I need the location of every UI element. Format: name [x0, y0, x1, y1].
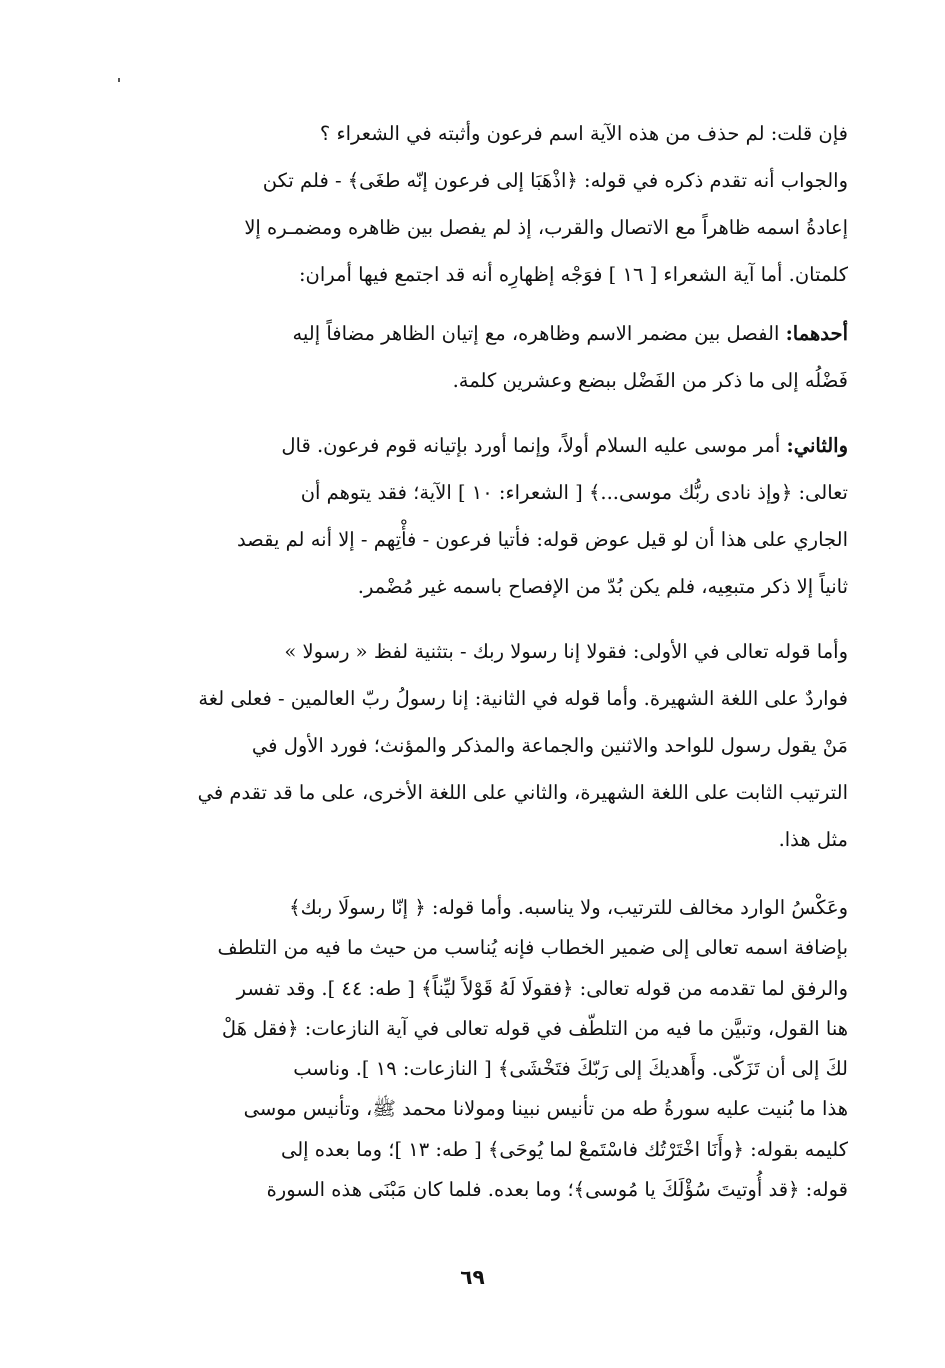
paragraph-lead: والثاني: [786, 434, 848, 457]
paragraph-lead: أحدهما: [785, 322, 848, 345]
paragraph-first-reason [150, 310, 848, 404]
paragraph-second-reason [150, 422, 848, 610]
text-line: مثل هذا. [778, 828, 848, 851]
text-line: الترتيب الثابت على اللغة الشهيرة، والثاني على اللغة الأخرى، على ما قد تقدم في [197, 781, 848, 804]
page-number: ٦٩ [460, 1265, 485, 1289]
text-line: وعَكْسُ الوارد مخالف للترتيب، ولا يناسبه. وأما قوله: ﴿ إنّا رسولَا ربك﴾ [289, 896, 848, 919]
text-line: لكَ إلى أن تَزَكّى. وأَهديكَ إلى رَبّكَ فتَخْشَى﴾ [ النازعات: ١٩ ]. وناسب [293, 1057, 848, 1081]
paragraph-question [150, 110, 848, 157]
text-line: كليمه بقوله: ﴿وأَنَا اخْتَرْتُك فاسْتَمعْ لما يُوحَى﴾ [ طه: ١٣ ]؛ وما بعده إلى [280, 1137, 848, 1161]
text-line: إعادةُ اسمه ظاهراً مع الاتصال والقرب، إذ لم يفصل بين ظاهره ومضمـره إلا [244, 216, 848, 239]
text-line: والرفق لما تقدمه من قوله تعالى: ﴿فقولَا لَهُ قَوْلاً ليِّناً﴾ [ طه: ٤٤ ]. وقد تفسر [236, 976, 848, 1000]
text-line: فواردٌ على اللغة الشهيرة. وأما قوله في الثانية: إنا رسولُ ربّ العالمين - فعلى لغة [198, 687, 848, 710]
text-line-body: أمر موسى عليه السلام أولاً، وإنما أورد بإتيانه قوم فرعون. قال [281, 434, 787, 457]
text-line-body: الفصل بين مضمر الاسم وظاهره، مع إتيان الظاهر مضافاً إليه [292, 322, 786, 345]
text-line: كلمتان. أما آية الشعراء [ ١٦ ] فوَجْه إظهارِه أنه قد اجتمع فيها أمران: [298, 263, 848, 286]
paragraph-reverse [150, 888, 848, 1210]
text-line: ثانياً إلا ذكر متبعِيه، فلم يكن بُدّ من الإفصاح باسمه غير مُضْمر. [357, 575, 848, 598]
paragraph-answer [150, 157, 848, 298]
text-line: والجواب أنه تقدم ذكره في قوله: ﴿اذْهَبَا إلى فرعون إنّه طغَى﴾ - فلم تكن [262, 169, 848, 192]
text-line: فَضْلُه إلى ما ذكر من الفَضْل ببضع وعشرين كلمة. [452, 369, 848, 392]
text-line [150, 422, 848, 469]
text-line: هنا القول، وتبيَّن ما فيه من التلطّف في قوله تعالى في آية النازعات: ﴿فقل هَلْ [221, 1016, 848, 1040]
paragraph-rasula [150, 628, 848, 863]
text-line: بإضافة اسمه تعالى إلى ضمير الخطاب فإنه يُناسب من حيث ما فيه من التلطف [217, 936, 848, 960]
text-line: تعالى: ﴿وإذ نادى ربُّك موسى...﴾ [ الشعراء: ١٠ ] الآية؛ فقد يتوهم أن [300, 481, 848, 504]
text-line: قوله: ﴿قد أُوتيتَ سُؤْلَكَ يا مُوسى﴾؛ وما بعده. فلما كان مَبْنَى هذه السورة [266, 1178, 848, 1202]
text-line: الجاري على هذا أن لو قيل عوض قوله: فأتيا فرعون - فأْتِهم - إلا أنه لم يقصد [236, 528, 848, 551]
page-body [150, 110, 848, 1210]
text-line: هذا ما بُنيت عليه سورةُ طه من تأنيس نبينا ومولانا محمد ﷺ، وتأنيس موسى [243, 1097, 848, 1121]
scan-mark [118, 78, 120, 82]
text-line: وأما قوله تعالى في الأولى: فقولا إنا رسولا ربك - بتثنية لفظ « رسولا » [284, 640, 848, 663]
text-line: مَنْ يقول رسول للواحد والاثنين والجماعة والمذكر والمؤنث؛ فورد الأول في [251, 734, 848, 757]
text-line: فإن قلت: لم حذف من هذه الآية اسم فرعون وأثبته في الشعراء ؟ [319, 122, 848, 145]
text-line [150, 310, 848, 357]
